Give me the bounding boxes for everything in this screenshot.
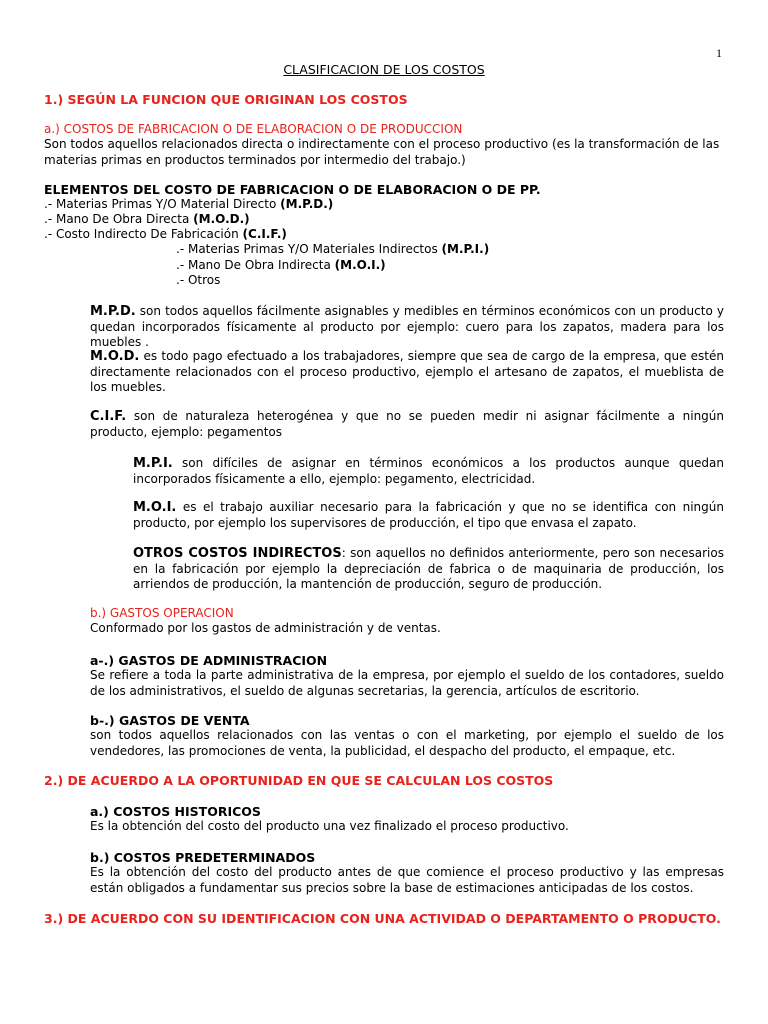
costos-predeterminados-text: Es la obtención del costo del producto antes de que comience el proceso productivo y las empresas están obligados a fundamentar sus precios sobre la base de estimaciones anticipadas de los costos.: [90, 865, 724, 895]
definition-mpd: [90, 304, 724, 351]
definition-moi: [133, 500, 724, 531]
sub-element-mpi: [176, 242, 768, 258]
sub-element-label: .- Otros: [176, 273, 221, 287]
term-mod: M.O.D.: [90, 349, 140, 364]
element-mod: [44, 212, 724, 228]
section-1b-heading: b.) GASTOS OPERACION: [90, 606, 234, 620]
sub-element-moi: [176, 258, 768, 274]
element-mpd: [44, 197, 724, 213]
document-title: CLASIFICACION DE LOS COSTOS: [283, 62, 485, 77]
sub-element-abbr: (M.P.I.): [441, 242, 490, 256]
sub-element-label: .- Materias Primas Y/O Materiales Indirectos: [176, 242, 442, 256]
costos-predeterminados-heading: b.) COSTOS PREDETERMINADOS: [90, 850, 316, 865]
term-mpi: M.P.I.: [133, 456, 173, 471]
definition-text: es el trabajo auxiliar necesario para la fabricación y que no se identifica con ningún producto, por ejemplo los supervisores de producción, el tipo que envasa el zapato.: [133, 500, 724, 530]
element-label: .- Materias Primas Y/O Material Directo: [44, 197, 281, 211]
definition-text: son todos aquellos fácilmente asignables y medibles en términos económicos con un producto y quedan incorporados físicamente al producto por ejemplo: cuero para los zapatos, madera para los muebles .: [90, 304, 724, 349]
element-cif: [44, 227, 724, 243]
term-otros: OTROS COSTOS INDIRECTOS: [133, 546, 342, 561]
definition-otros: [133, 546, 724, 593]
definition-mpi: [133, 456, 724, 487]
definition-text: : son aquellos no definidos anteriormente, pero son necesarios en la fabricación por ejemplo la depreciación de fabrica o de maquinaria de producción, los arriendos de producción, la mantención de producción, seguro de producción.: [133, 546, 724, 591]
page-number: 1: [716, 46, 722, 60]
costos-historicos-heading: a.) COSTOS HISTORICOS: [90, 804, 261, 819]
element-abbr: (C.I.F.): [242, 227, 287, 241]
term-moi: M.O.I.: [133, 500, 177, 515]
sub-element-abbr: (M.O.I.): [334, 258, 386, 272]
section-1b-text: Conformado por los gastos de administración y de ventas.: [90, 621, 441, 635]
gastos-venta-text: son todos aquellos relacionados con las ventas o con el marketing, por ejemplo el sueldo de los vendedores, las promociones de venta, la publicidad, el despacho del producto, el empaque, etc.: [90, 728, 724, 758]
section-1a-heading: a.) COSTOS DE FABRICACION O DE ELABORACION O DE PRODUCCION: [44, 122, 463, 136]
definition-text: es todo pago efectuado a los trabajadores, siempre que sea de cargo de la empresa, que estén directamente relacionados con el proceso productivo, ejemplo el artesano de zapatos, el mueblista de los muebles.: [90, 349, 724, 394]
gastos-administracion-heading: a-.) GASTOS DE ADMINISTRACION: [90, 653, 328, 668]
elementos-heading: ELEMENTOS DEL COSTO DE FABRICACION O DE ELABORACION O DE PP.: [44, 182, 541, 197]
sub-element-otros: [176, 273, 768, 289]
section-3-heading: 3.) DE ACUERDO CON SU IDENTIFICACION CON UNA ACTIVIDAD O DEPARTAMENTO O PRODUCTO.: [44, 911, 721, 926]
section-1a-text: Son todos aquellos relacionados directa o indirectamente con el proceso productivo (es la transformación de las materias primas en productos terminados por intermedio del trabajo.): [44, 137, 720, 167]
element-label: .- Mano De Obra Directa: [44, 212, 194, 226]
element-abbr: (M.P.D.): [280, 197, 334, 211]
term-cif: C.I.F.: [90, 409, 127, 424]
element-label: .- Costo Indirecto De Fabricación: [44, 227, 243, 241]
definition-text: son de naturaleza heterogénea y que no se pueden medir ni asignar fácilmente a ningún producto, ejemplo: pegamentos: [90, 409, 724, 439]
definition-cif: [90, 409, 724, 440]
gastos-administracion-text: Se refiere a toda la parte administrativa de la empresa, por ejemplo el sueldo de los contadores, sueldo de los administrativos, el sueldo de algunas secretarias, la gerencia, artículos de escritorio.: [90, 668, 724, 698]
gastos-venta-heading: b-.) GASTOS DE VENTA: [90, 713, 250, 728]
term-mpd: M.P.D.: [90, 304, 136, 319]
element-abbr: (M.O.D.): [193, 212, 250, 226]
section-2-heading: 2.) DE ACUERDO A LA OPORTUNIDAD EN QUE SE CALCULAN LOS COSTOS: [44, 773, 554, 788]
section-1-heading: 1.) SEGÚN LA FUNCION QUE ORIGINAN LOS COSTOS: [44, 92, 408, 107]
definition-mod: [90, 349, 724, 396]
costos-historicos-text: Es la obtención del costo del producto una vez finalizado el proceso productivo.: [90, 819, 569, 833]
definition-text: son difíciles de asignar en términos económicos a los productos aunque quedan incorporados físicamente a ello, ejemplo: pegamento, electricidad.: [133, 456, 724, 486]
sub-element-label: .- Mano De Obra Indirecta: [176, 258, 335, 272]
